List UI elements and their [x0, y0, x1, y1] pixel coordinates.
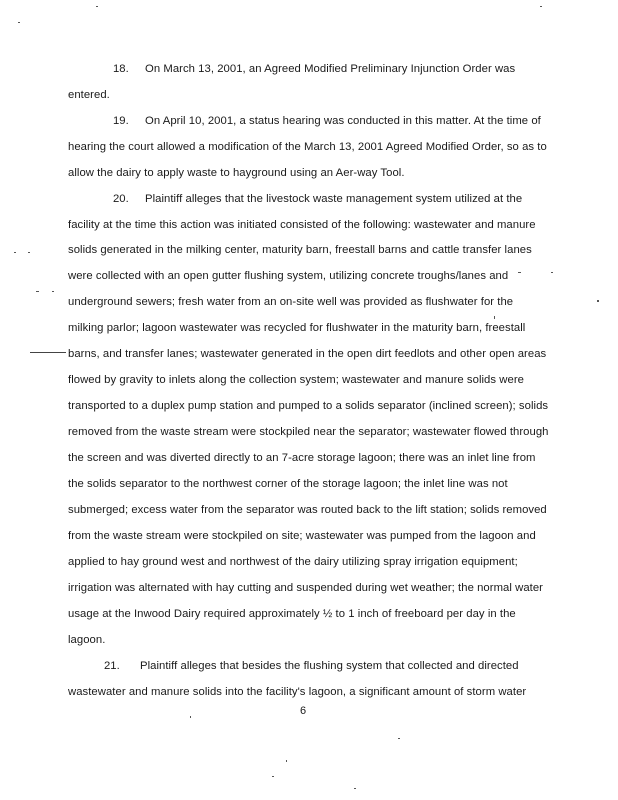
scan-speck [272, 776, 274, 777]
paragraph-21-line-1: Plaintiff alleges that besides the flushing system that collected and directed [140, 660, 519, 672]
scan-speck [286, 760, 287, 762]
paragraph-19-line-2: hearing the court allowed a modification of the March 13, 2001 Agreed Modified Order, so as to [68, 141, 547, 153]
paragraph-20-line-4: were collected with an open gutter flushing system, utilizing concrete troughs/lanes and [68, 270, 509, 282]
paragraph-19-line-1: On April 10, 2001, a status hearing was conducted in this matter. At the time of [145, 115, 541, 127]
scan-speck [96, 6, 98, 7]
scan-speck [354, 788, 356, 789]
paragraph-20-line-3: solids generated in the milking center, maturity barn, freestall barns and cattle transfer lanes [68, 244, 532, 256]
paragraph-20-line-12: the solids separator to the northwest corner of the storage lagoon; the inlet line was not [68, 478, 508, 490]
paragraph-20-line-15: applied to hay ground west and northwest of the dairy utilizing spray irrigation equipment; [68, 556, 518, 568]
paragraph-21-line-2: wastewater and manure solids into the facility's lagoon, a significant amount of storm water [68, 686, 527, 698]
scan-artifact-rule [30, 352, 66, 353]
scan-speck [36, 291, 39, 292]
paragraph-20-line-18: lagoon. [68, 634, 106, 646]
paragraph-20-line-5: underground sewers; fresh water from an on-site well was provided as flushwater for the [68, 296, 514, 308]
scan-speck [518, 272, 521, 273]
paragraph-19-line-3: allow the dairy to apply waste to hayground using an Aer-way Tool. [68, 167, 405, 179]
scan-speck [18, 22, 20, 23]
paragraph-20-line-14: from the waste stream were stockpiled on site; wastewater was pumped from the lagoon and [68, 530, 536, 542]
scan-speck [494, 316, 495, 319]
page-number: 6 [300, 705, 307, 717]
paragraph-20-line-1: Plaintiff alleges that the livestock waste management system utilized at the [145, 193, 523, 205]
scan-speck [597, 300, 599, 302]
paragraph-number-19: 19. [113, 115, 129, 127]
paragraph-number-18: 18. [113, 63, 129, 75]
paragraph-20-line-8: flowed by gravity to inlets along the collection system; wastewater and manure solids were [68, 374, 524, 386]
paragraph-18-line-2: entered. [68, 89, 110, 101]
paragraph-20-line-9: transported to a duplex pump station and pumped to a solids separator (inclined screen); solids [68, 400, 549, 412]
paragraph-18-line-1: On March 13, 2001, an Agreed Modified Preliminary Injunction Order was [145, 63, 516, 75]
scan-speck [540, 6, 542, 7]
paragraph-20-line-10: removed from the waste stream were stockpiled near the separator; wastewater flowed through [68, 426, 549, 438]
paragraph-20-line-16: irrigation was alternated with hay cutting and suspended during wet weather; the normal water [68, 582, 543, 594]
scan-speck [398, 738, 400, 739]
paragraph-number-21: 21. [104, 660, 120, 672]
paragraph-20-line-13: submerged; excess water from the separator was routed back to the lift station; solids removed [68, 504, 547, 516]
scan-speck [28, 252, 30, 253]
paragraph-20-line-17: usage at the Inwood Dairy required approximately ½ to 1 inch of freeboard per day in the [68, 608, 516, 620]
paragraph-20-line-2: facility at the time this action was initiated consisted of the following: wastewater and manure [68, 219, 536, 231]
scan-speck [52, 291, 54, 292]
scan-speck [551, 272, 553, 273]
scan-speck [190, 716, 191, 718]
paragraph-number-20: 20. [113, 193, 129, 205]
scan-speck [14, 252, 16, 253]
paragraph-20-line-7: barns, and transfer lanes; wastewater generated in the open dirt feedlots and other open areas [68, 348, 547, 360]
paragraph-20-line-6: milking parlor; lagoon wastewater was recycled for flushwater in the maturity barn, freestall [68, 322, 526, 334]
paragraph-20-line-11: the screen and was diverted directly to an 7-acre storage lagoon; there was an inlet line from [68, 452, 536, 464]
